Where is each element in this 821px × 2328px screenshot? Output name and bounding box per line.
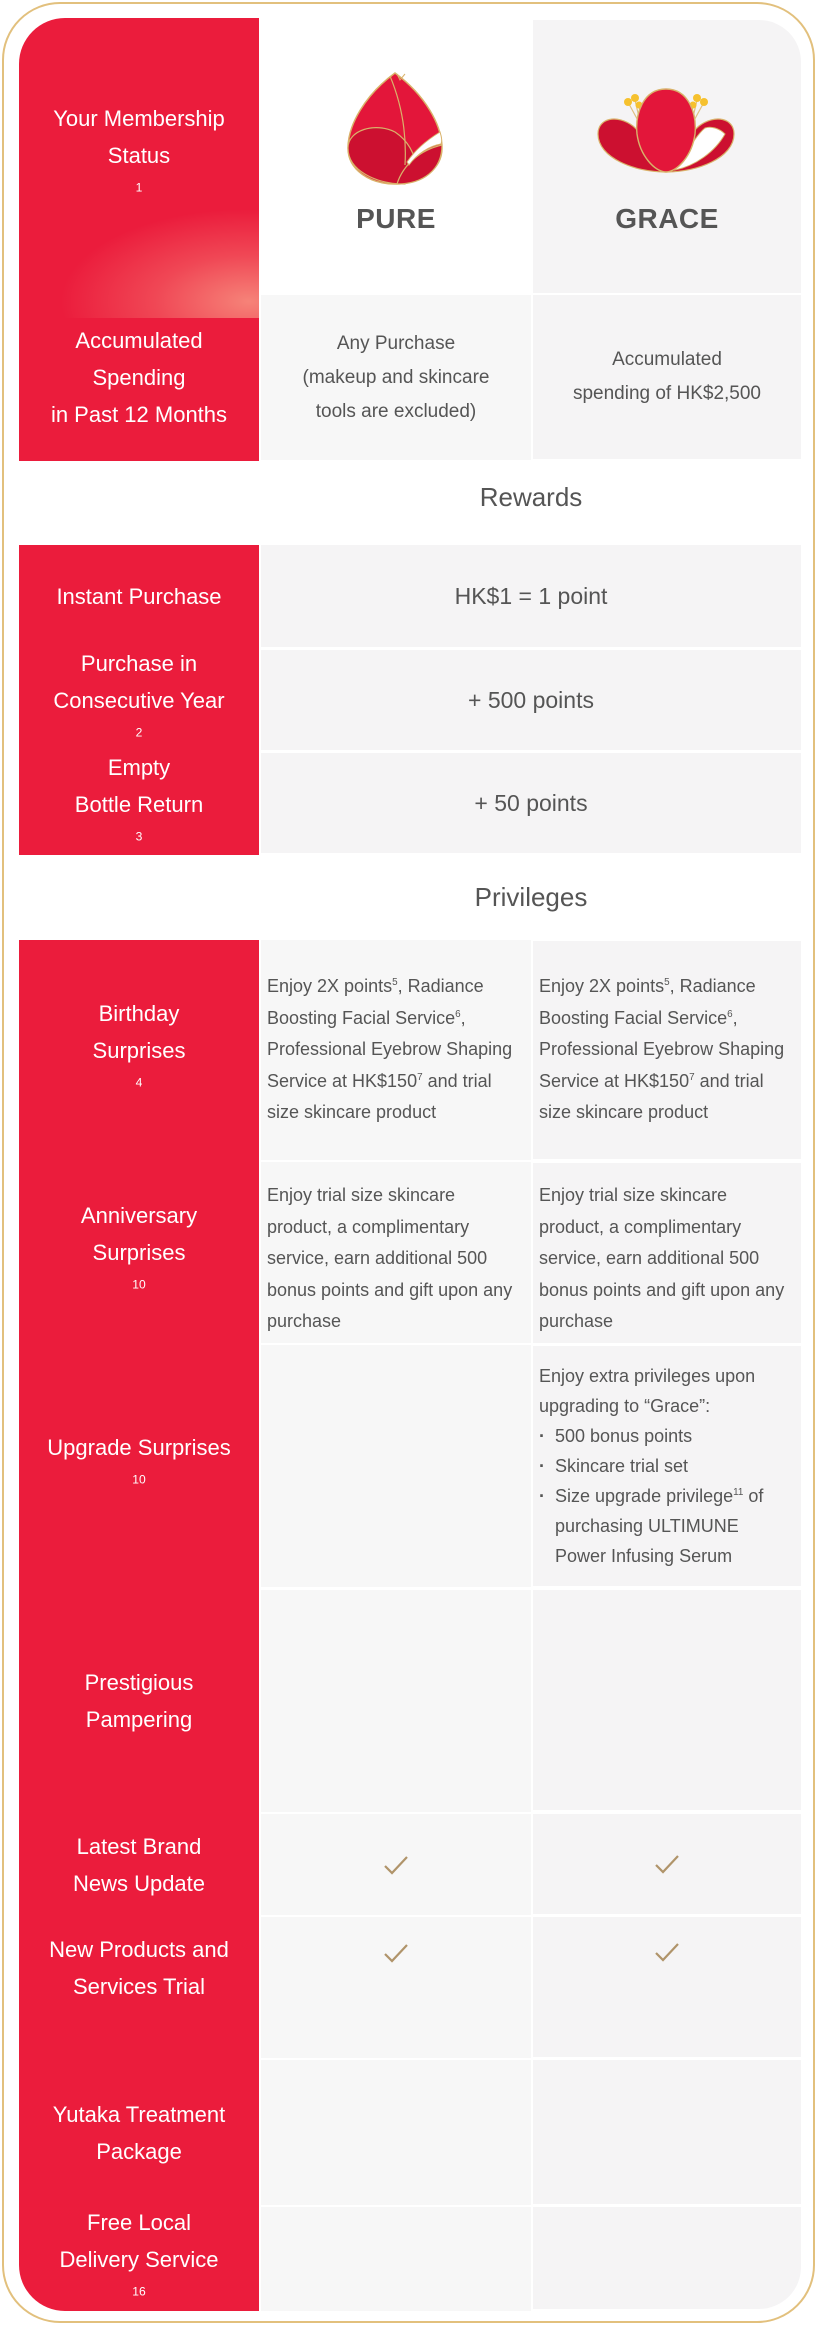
privilege-label-prestigious: Prestigious Pampering (84, 1670, 194, 1732)
tier-header-pure (261, 18, 531, 293)
reward-label-bottle: Empty Bottle Return $^3$ (74, 754, 204, 844)
reward-value-consecutive: + 500 points (261, 650, 801, 750)
privileges-section-title: Privileges (474, 882, 588, 912)
tier-name-pure: PURE (356, 203, 436, 234)
privilege-label-anniversary: Anniversary Surprises $^{10}$ (80, 1203, 198, 1292)
reward-label-instant: Instant Purchase (56, 583, 222, 609)
delivery-grace (533, 2207, 801, 2309)
new-products-grace (533, 1917, 801, 2057)
brand-news-grace (533, 1814, 801, 1914)
checkmark-icon (382, 1854, 410, 1876)
reward-value-instant: HK$1 = 1 point (261, 545, 801, 647)
yutaka-pure (261, 2060, 531, 2205)
prestigious-grace (533, 1590, 801, 1810)
spending-pure: Any Purchase (makeup and skincare tools are excluded) (261, 295, 531, 460)
membership-status-label: Your Membership Status $^1$ (53, 106, 225, 195)
upgrade-grace: Enjoy extra privileges upon upgrading to “Grace”: · 500 bonus points · Skincare trial set · Size upgrade privilege$^{11}$ of purchasing ULTIMUNE Power Infusing Serum (533, 1346, 801, 1586)
privilege-label-upgrade: Upgrade Surprises $^{10}$ (47, 1435, 231, 1487)
anniversary-pure: Enjoy trial size skincare product, a complimentary service, earn additional 500 bonus points and gift upon any purchase (261, 1162, 531, 1343)
brand-news-pure (261, 1814, 531, 1915)
tier-name-grace: GRACE (615, 203, 719, 234)
privilege-label-birthday: Birthday Surprises $^4$ (92, 1000, 186, 1090)
anniversary-grace: Enjoy trial size skincare product, a complimentary service, earn additional 500 bonus points and gift upon any purchase (533, 1163, 801, 1343)
new-products-pure (261, 1917, 531, 2058)
blooming-flower-icon (595, 86, 737, 174)
upgrade-benefit-item: · Size upgrade privilege$^{11}$ of purchasing ULTIMUNE Power Infusing Serum (539, 1481, 793, 1571)
privilege-label-new-products: New Products and Services Trial (49, 1936, 229, 1999)
prestigious-pure (261, 1590, 531, 1812)
tier-header-grace (533, 20, 801, 293)
upgrade-benefit-item: · Skincare trial set (539, 1451, 793, 1481)
delivery-pure (261, 2207, 531, 2311)
yutaka-grace (533, 2060, 801, 2204)
birthday-pure: Enjoy 2X points$^5$, Radiance Boosting Facial Service$^6$, Professional Eyebrow Shaping Service at $HK\$150^7$ and trial size skincare product (261, 940, 531, 1160)
birthday-grace: Enjoy 2X points$^5$, Radiance Boosting Facial Service$^6$, Professional Eyebrow Shaping Service at $HK\$150^7$ and trial size skincare product (533, 941, 801, 1159)
reward-value-bottle: + 50 points (261, 753, 801, 853)
checkmark-icon (382, 1942, 410, 1964)
tulip-bud-icon (345, 70, 445, 187)
privilege-label-brand-news: Latest Brand News Update (72, 1833, 206, 1896)
upgrade-pure (261, 1345, 531, 1587)
spending-grace: Accumulated spending of HK$2,500 (533, 295, 801, 459)
upgrade-benefit-item: · 500 bonus points (539, 1421, 793, 1451)
checkmark-icon (653, 1853, 681, 1875)
reward-label-consecutive: Purchase in Consecutive Year $^2$ (53, 650, 225, 740)
privilege-label-yutaka: Yutaka Treatment Package (52, 2101, 226, 2164)
spending-label: Accumulated Spending in Past 12 Months (50, 328, 228, 427)
rewards-section-title: Rewards (479, 482, 583, 512)
checkmark-icon (653, 1941, 681, 1963)
privilege-label-delivery: Free Local Delivery Service $^{16}$ (59, 2209, 219, 2299)
